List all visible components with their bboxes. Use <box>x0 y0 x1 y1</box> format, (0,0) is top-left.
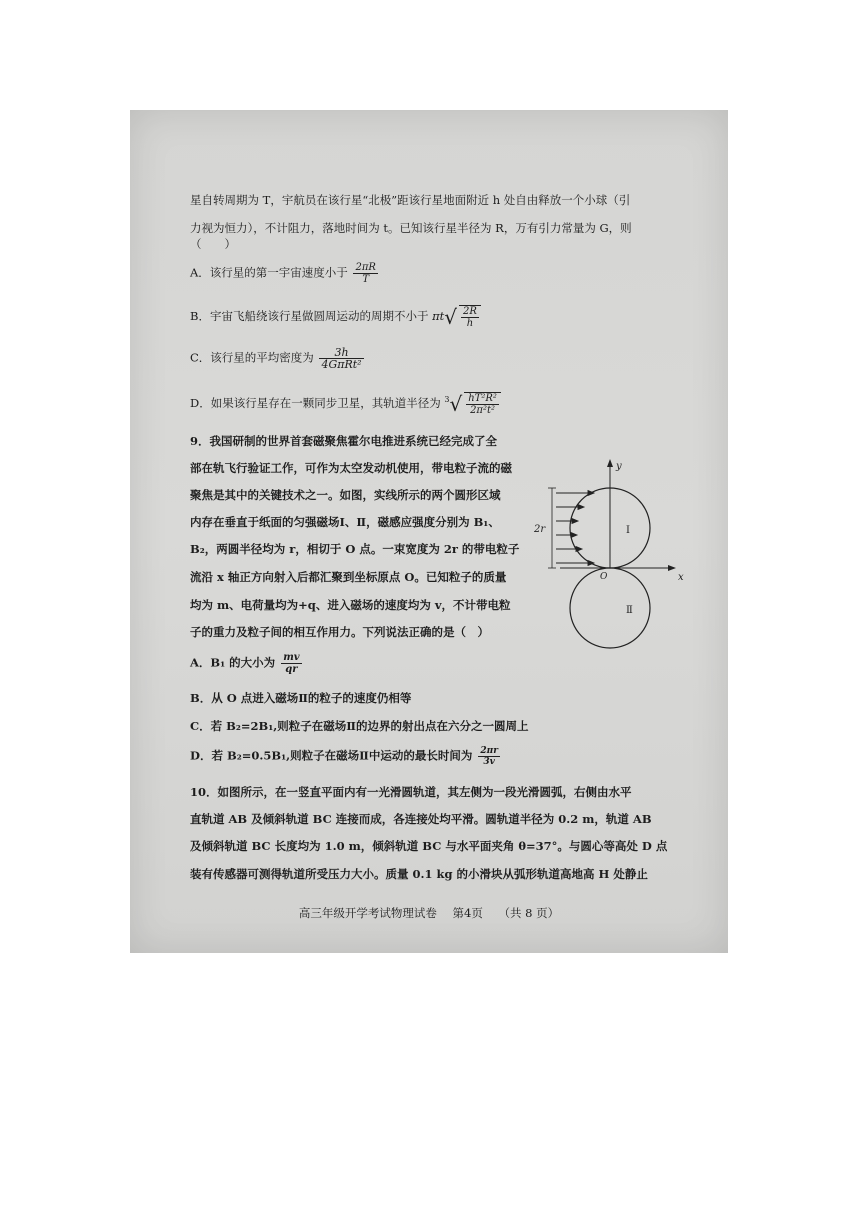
q9-option-a-numerator: mv <box>283 652 300 663</box>
label-y: y <box>616 461 622 472</box>
q8-option-a-fraction <box>353 262 377 285</box>
q8-option-c-denominator: 4GπRt² <box>321 358 362 371</box>
q8-stem-line3: （ ） <box>190 237 236 251</box>
label-region-2: Ⅱ <box>626 605 633 616</box>
q9-option-d-numerator: 2πr <box>480 746 498 756</box>
q8-option-c-fraction <box>319 347 363 370</box>
q9-option-d-denominator: 3v <box>483 757 495 767</box>
footer-total-pages: （共 8 页） <box>498 906 560 920</box>
q10-line3: 及倾斜轨道 BC 长度均为 1.0 m，倾斜轨道 BC 与水平面夹角 θ=37°。与圆心等高处 D 点 <box>190 839 668 853</box>
page-footer <box>130 905 728 921</box>
label-2r: 2r <box>534 524 546 535</box>
q10-line1: 10．如图所示，在一竖直平面内有一光滑圆轨道，其左侧为一段光滑圆弧，右侧由水平 <box>190 785 632 799</box>
q9-line5: B₂，两圆半径均为 r，相切于 O 点。一束宽度为 2r 的带电粒子 <box>190 542 520 556</box>
q8-option-b-denominator: h <box>466 318 474 329</box>
q8-option-b <box>190 305 481 329</box>
q8-option-c-numerator: 3h <box>319 347 363 359</box>
q8-option-b-numerator: 2R <box>463 306 477 317</box>
magnetic-field-figure <box>534 455 690 725</box>
x-axis-arrow-icon <box>668 565 676 571</box>
q8-option-b-prefix: πt <box>432 309 445 323</box>
q10-line2: 直轨道 AB 及倾斜轨道 BC 连接而成，各连接处均平滑。圆轨道半径为 0.2 m，轨道 AB <box>190 812 652 826</box>
q9-option-d-fraction <box>478 746 500 767</box>
q9-option-d <box>190 746 502 767</box>
label-origin: O <box>600 572 608 582</box>
particle-beam-arrows <box>556 491 594 566</box>
q9-option-d-text: D．若 B₂=0.5B₁,则粒子在磁场Ⅱ中运动的最长时间为 <box>190 748 473 763</box>
q9-option-a-denominator: qr <box>285 664 298 675</box>
q9-line1: 9．我国研制的世界首套磁聚焦霍尔电推进系统已经完成了全 <box>190 434 497 448</box>
q8-option-c-text: C．该行星的平均密度为 <box>190 350 314 365</box>
q9-line7: 均为 m、电荷量均为+q、进入磁场的速度均为 v，不计带电粒 <box>190 598 511 612</box>
q8-stem-line2: 力视为恒力），不计阻力，落地时间为 t。已知该行星半径为 R，万有引力常量为 G，则 <box>190 221 632 235</box>
q8-option-c <box>190 347 366 370</box>
q8-option-d-denominator: 2π²t² <box>470 405 496 416</box>
q9-line8: 子的重力及粒子间的相互作用力。下列说法正确的是（ ） <box>190 625 489 639</box>
q9-line4: 内存在垂直于纸面的匀强磁场Ⅰ、Ⅱ，磁感应强度分别为 B₁、 <box>190 515 500 529</box>
q8-option-d-text: D．如果该行星存在一颗同步卫星，其轨道半径为 <box>190 396 441 410</box>
q8-stem-line1: 星自转周期为 T，宇航员在该行星“北极”距该行星地面附近 h 处自由释放一个小球（引 <box>190 193 631 207</box>
q9-option-c: C．若 B₂=2B₁,则粒子在磁场Ⅱ的边界的射出点在六分之一圆周上 <box>190 719 529 733</box>
exam-page-photo <box>130 110 728 953</box>
q8-option-d-fraction <box>466 393 499 416</box>
q9-option-a-fraction <box>281 652 301 675</box>
label-x: x <box>678 572 684 583</box>
q9-line6: 流沿 x 轴正方向射入后都汇聚到坐标原点 O。已知粒子的质量 <box>190 570 507 584</box>
q8-option-b-fraction <box>461 306 479 329</box>
footer-page-number: 第4页 <box>452 906 483 920</box>
q8-option-a-denominator: T <box>362 274 370 285</box>
q9-line3: 聚焦是其中的关键技术之一。如图，实线所示的两个圆形区域 <box>190 488 501 502</box>
q9-option-a-text: A．B₁ 的大小为 <box>190 655 276 670</box>
sqrt-sign-icon: √ <box>444 305 458 329</box>
q8-option-b-text: B．宇宙飞船绕该行星做圆周运动的周期不小于 <box>190 309 429 323</box>
label-region-1: Ⅰ <box>626 525 630 536</box>
q8-option-a-numerator: 2πR <box>355 262 376 273</box>
q8-option-d-root-index: 3 <box>444 395 450 405</box>
y-axis-arrow-icon <box>607 459 613 467</box>
q8-option-a-text: A．该行星的第一宇宙速度小于 <box>190 265 348 280</box>
q8-option-d-numerator: hT²R² <box>468 393 497 404</box>
cube-root-sign-icon: √ <box>449 392 463 416</box>
q10-line4: 装有传感器可测得轨道所受压力大小。质量 0.1 kg 的小滑块从弧形轨道高地高 H 处静止 <box>190 867 648 881</box>
q9-option-b: B．从 O 点进入磁场Ⅱ的粒子的速度仍相等 <box>190 691 412 705</box>
circle-region-2 <box>570 568 650 648</box>
q9-line2: 部在轨飞行验证工作，可作为太空发动机使用，带电粒子流的磁 <box>190 461 512 475</box>
q8-option-d <box>190 392 501 416</box>
q9-option-a <box>190 652 304 675</box>
q8-option-a <box>190 262 380 285</box>
footer-title: 高三年级开学考试物理试卷 <box>298 906 437 920</box>
